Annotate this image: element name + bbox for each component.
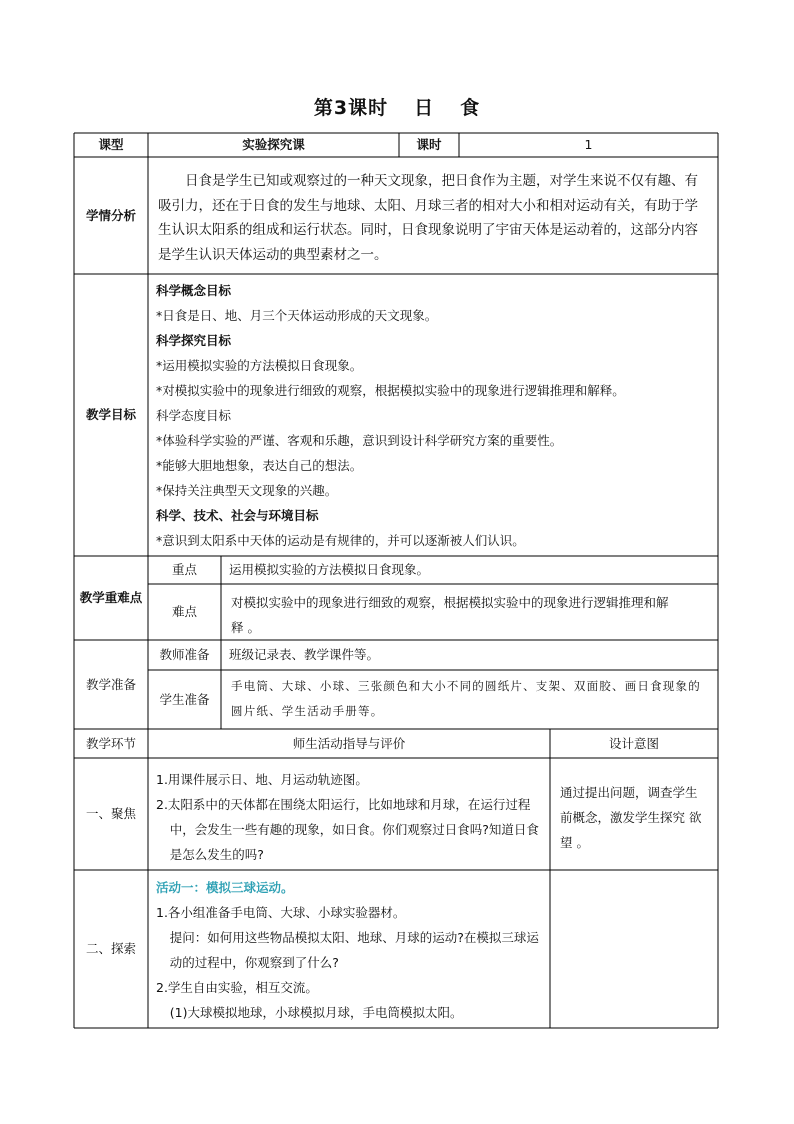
lesson-type-value: 实验探究课	[242, 137, 305, 152]
focus-intent: 通过提出问题，调查学生前概念，激发学生探究 欲 望 。	[560, 785, 702, 850]
focus-content	[148, 758, 550, 870]
student-prep-text: 手电筒、大球、小球、三张颜色和大小不同的圆纸片、支架、双面胶、画日食现象的圆片纸、学生活动手册等。	[231, 679, 701, 718]
goal-heading-stse: 科学、技术、社会与环境目标	[156, 508, 319, 523]
difficult-point-label: 难点	[171, 604, 197, 619]
lesson-type-label: 课型	[98, 137, 124, 152]
student-prep-label: 学生准备	[159, 691, 210, 707]
activity-title: 活动一：模拟三球运动。	[156, 880, 294, 895]
goal-heading-concept: 科学概念目标	[156, 283, 232, 298]
page-title	[0, 93, 794, 120]
focus-item-1: 1.用课件展示日、地、月运动轨迹图。	[156, 772, 368, 787]
explore-content	[148, 870, 550, 1028]
title-char-ri: 日	[414, 97, 435, 119]
analysis-text: 日食是学生已知或观察过的一种天文现象，把日食作为主题，对学生来说不仅有趣、有吸引力，还在于日食的发生与地球、太阳、月球三者的相对大小和相对运动有关，有助于学生认识太阳系的组成和运行状态。同时，日食现象说明了宇宙天体是运动着的，这部分内容是学生认识天体运动的典型素材之一。	[158, 173, 698, 263]
focus-item-2: 2.太阳系中的天体都在围绕太阳运行，比如地球和月球，在运行过程中，会发生一些有趣的现象，如日食。你们观察过日食吗?知道日食是怎么发生的吗?	[156, 797, 539, 862]
teacher-prep-text: 班级记录表、教学课件等。	[229, 647, 380, 662]
explore-question: 提问：如何用这些物品模拟太阳、地球、月球的运动?在模拟三球运动的过程中，你观察到了什么?	[169, 930, 539, 970]
key-point-text: 运用模拟实验的方法模拟日食现象。	[229, 562, 430, 577]
focus-label: 一、聚焦	[85, 806, 136, 821]
key-points-label: 教学重难点	[79, 590, 143, 605]
teacher-prep-label: 教师准备	[159, 647, 210, 662]
col-head-intent: 设计意图	[608, 735, 659, 751]
goal-item: *意识到太阳系中天体的运动是有规律的，并可以逐渐被人们认识。	[156, 533, 525, 548]
goal-heading-attitude: 科学态度目标	[156, 408, 232, 423]
explore-label: 二、探索	[85, 941, 136, 956]
difficult-point-text: 对模拟实验中的现象进行细致的观察，根据模拟实验中的现象进行逻辑推理和解 释 。	[231, 595, 669, 635]
goal-item: *保持关注典型天文现象的兴趣。	[156, 483, 338, 498]
title-char-shi: 食	[460, 97, 481, 119]
lesson-period-label: 课时	[416, 137, 442, 152]
col-head-stage: 教学环节	[85, 735, 136, 751]
goals-list	[148, 274, 718, 556]
goal-heading-inquiry: 科学探究目标	[156, 333, 232, 348]
explore-item-1: 1.各小组准备手电筒、大球、小球实验器材。	[156, 905, 406, 920]
goal-item: *运用模拟实验的方法模拟日食现象。	[156, 358, 363, 373]
explore-item-3: (1)大球模拟地球，小球模拟月球，手电筒模拟太阳。	[169, 1005, 463, 1020]
analysis-label: 学情分析	[85, 207, 136, 223]
goal-item: *能够大胆地想象，表达自己的想法。	[156, 458, 363, 473]
explore-intent	[550, 870, 718, 1028]
goal-item: *对模拟实验中的现象进行细致的观察，根据模拟实验中的现象进行逻辑推理和解释。	[156, 383, 625, 398]
explore-item-2: 2.学生自由实验，相互交流。	[156, 980, 318, 995]
lesson-period-value: 1	[584, 137, 593, 152]
goal-item: *日食是日、地、月三个天体运动形成的天文现象。	[156, 308, 438, 323]
goal-item: *体验科学实验的严谨、客观和乐趣，意识到设计科学研究方案的重要性。	[156, 433, 563, 448]
prep-label: 教学准备	[85, 676, 136, 692]
col-head-activity: 师生活动指导与评价	[292, 735, 406, 751]
title-lesson: 第3课时	[313, 97, 389, 119]
key-point-label: 重点	[171, 562, 197, 577]
goals-label: 教学目标	[85, 407, 136, 422]
